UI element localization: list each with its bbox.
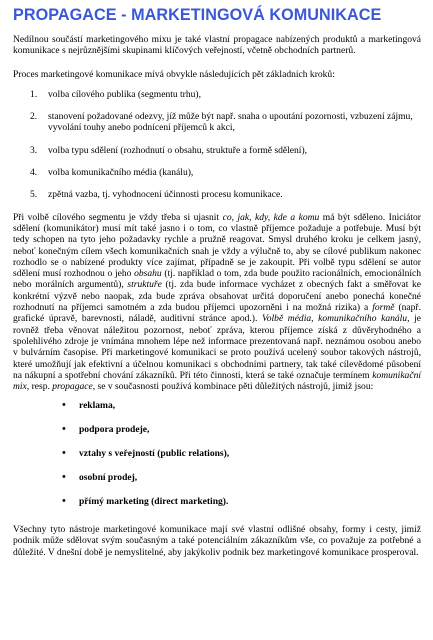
- process-step: [13, 189, 421, 200]
- process-step: [13, 89, 421, 100]
- process-steps-list: [13, 89, 421, 201]
- emphasis-run: komunikační mix: [13, 369, 421, 393]
- emphasis-run: co, jak, kdy, kde a komu: [222, 211, 320, 223]
- step-number: 5.: [30, 189, 38, 201]
- tool-label: přímý marketing (direct marketing).: [79, 495, 229, 507]
- process-step: [13, 167, 421, 178]
- bullet-icon: •: [62, 494, 66, 507]
- page-title: PROPAGACE - MARKETINGOVÁ KOMUNIKACE: [13, 6, 382, 24]
- step-text: volba komunikačního média (kanálu),: [48, 167, 194, 179]
- tool-label: vztahy s veřejností (public relations),: [79, 448, 230, 460]
- emphasis-run: formě: [372, 302, 395, 314]
- bullet-icon: •: [62, 399, 66, 412]
- bullet-icon: •: [62, 423, 66, 436]
- text-run: , se v současnosti používá kombinace pěti důležitých nástrojů, jimiž jsou:: [92, 381, 374, 393]
- step-number: 3.: [30, 144, 38, 156]
- emphasis-run: propagace: [52, 381, 93, 393]
- intro-paragraph: Nedílnou součástí marketingového mixu je také vlastní propagace nabízených produktů a marketingová komunikace s nejrůznějšími skupinami klíčových veřejností, včetně obchodních partnerů.: [13, 34, 421, 57]
- step-text: zpětná vazba, tj. vyhodnocení účinnosti procesu komunikace.: [48, 189, 283, 201]
- process-step: [13, 111, 421, 134]
- process-step: [13, 145, 421, 156]
- emphasis-run: Volbě média, komunikačního kanálu: [261, 313, 408, 325]
- step-number: 2.: [30, 111, 38, 123]
- text-run: , resp.: [26, 381, 53, 393]
- tools-list: [13, 400, 421, 506]
- tool-label: osobní prodej,: [79, 471, 138, 483]
- tool-label: podpora prodeje,: [79, 424, 150, 436]
- tool-label: reklama,: [79, 400, 116, 412]
- tool-item: [13, 448, 421, 459]
- tool-item: [13, 424, 421, 435]
- tool-item: [13, 400, 421, 411]
- text-run: Při volbě cílového segmentu je vždy třeba si ujasnit: [13, 211, 223, 223]
- tool-item: [13, 496, 421, 507]
- emphasis-run: struktuře: [127, 279, 162, 291]
- step-number: 4.: [30, 167, 38, 179]
- text-run: má být sděleno. Iniciátor sdělení (komunikátor) musí mít také jasno i o tom, co vlastně příjemce požaduje a potřebuje. Musí být tedy schopen na tyto jeho požadavky rychle a pružně reagovat. Smysl druhého kroku je celkem jasný, neboť konečným cílem všech komunikačních snah je vždy a výlučně to, aby se cílové publikum nakonec rozhodlo se o nabízené produkty více zajímat, případně se je zakoupit. Při volbě typu sdělení se autor sdělení musí rozhodnou o jeho: [13, 211, 421, 280]
- text-run: (např. grafické úpravě, barevnosti, náladě, auditivní stránce apod.).: [13, 302, 421, 325]
- text-run: (tj. například o tom, zda bude použito racionálních, emocionálních nebo morálních argumentů),: [13, 268, 422, 291]
- process-intro-paragraph: Proces marketingové komunikace mívá obvykle následujících pět základních kroků:: [13, 68, 335, 80]
- closing-paragraph: Všechny tyto nástroje marketingové komunikace mají své vlastní odlišné obsahy, formy i cesty, jimiž podnik může sdělovat svým současným a také potenciálním zákazníkům vše, co považuje za potřebné a důležité. V dnešní době je nemyslitelné, aby jakýkoliv podnik bez marketingové komunikace prosperoval.: [13, 523, 421, 558]
- step-text: volba typu sdělení (rozhodnutí o obsahu, struktuře a formě sdělení),: [48, 144, 308, 156]
- text-run: , je rovněž třeba věnovat náležitou pozornost, neboť zpráva, kterou příjemce získá z důvěryhodného a spolehlivého zdroje je vnímána mnohem lépe než informace prezentovaná např. neznámou osobou anebo v bulvárním časopise. Při marketingové komunikaci se proto používá ucelený soubor takových nástrojů, které umožňují jak efektivní a účelnou komunikaci s obchodními partnery, tak také cílevědomé působení na nákupní a spotřební chování zákazníků. Při této činnosti, která se také označuje termínem: [13, 313, 421, 381]
- main-paragraph: [13, 212, 421, 393]
- step-number: 1.: [30, 88, 38, 100]
- bullet-icon: •: [62, 470, 66, 483]
- text-run: (tj. zda bude informace vycházet z obecných fakt a směřovat ke konkrétní výzvě nebo naopak, zda bude zpráva obsahovat určitá doporučení anebo ponechá konečné rozhodnutí na příjemci samotném a zda budou příjemci upozorněni i na možná rizika) a: [13, 279, 421, 314]
- emphasis-run: obsahu: [134, 268, 162, 280]
- step-text: volba cílového publika (segmentu trhu),: [48, 88, 201, 100]
- bullet-icon: •: [62, 447, 66, 460]
- step-text: stanovení požadované odezvy, jíž může být např. snaha o upoutání pozornosti, vzbuzení zájmu, vyvolání touhy anebo podnícení příjemců k akci,: [48, 111, 413, 134]
- tool-item: [13, 472, 421, 483]
